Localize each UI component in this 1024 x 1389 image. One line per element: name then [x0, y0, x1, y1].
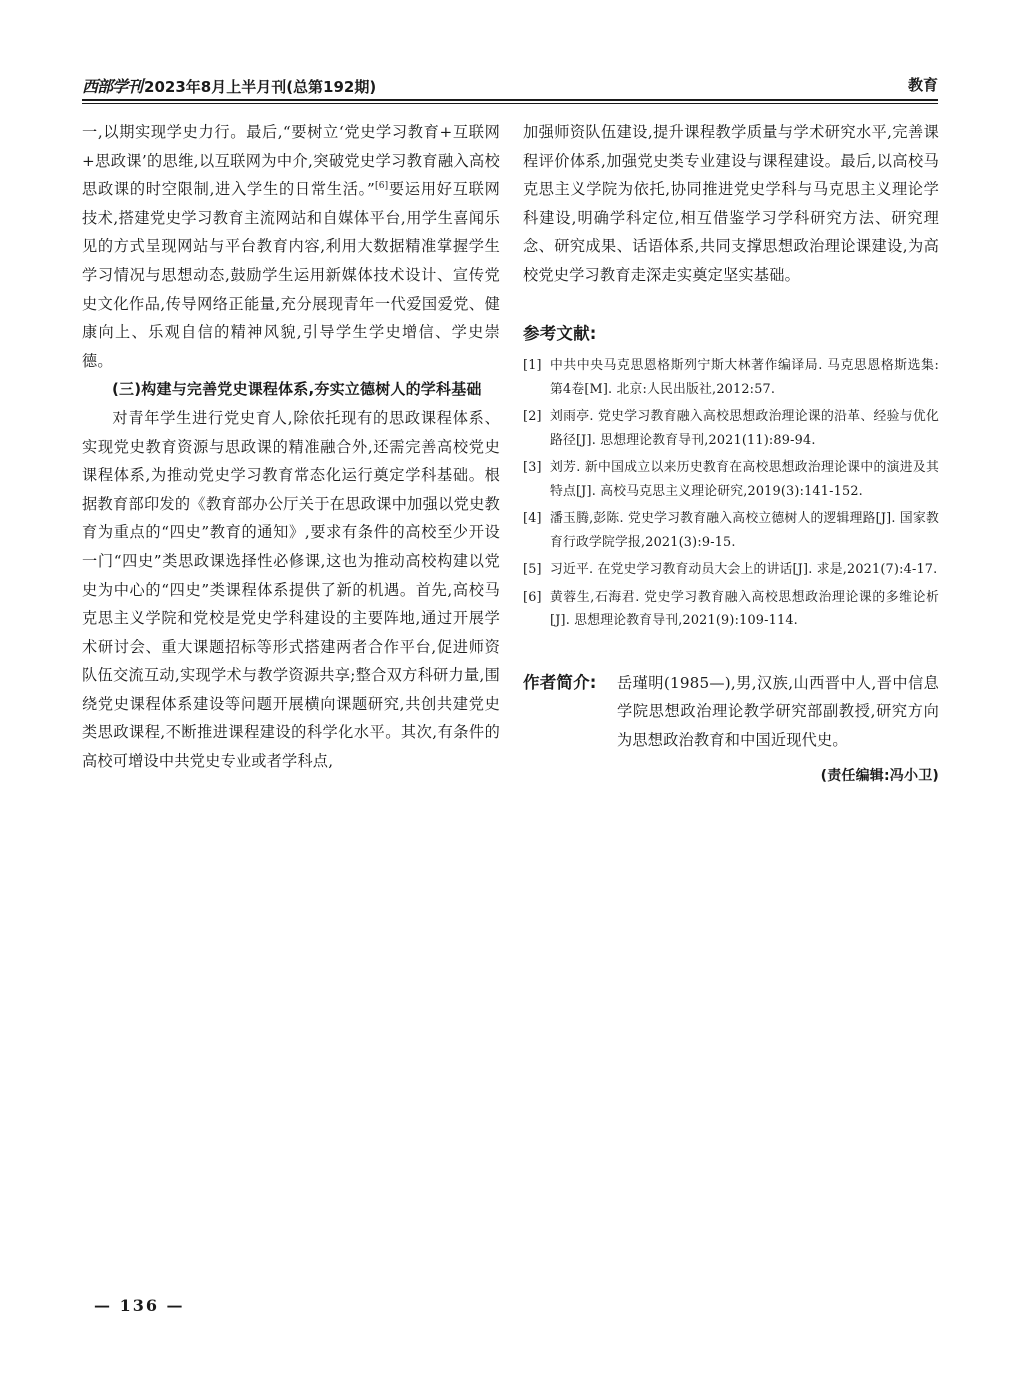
- section-subheading: (三)构建与完善党史课程体系,夯实立德树人的学科基础: [112, 380, 482, 399]
- reference-item: [523, 586, 939, 633]
- page-number: — 136 —: [94, 1296, 185, 1315]
- references-title: 参考文献:: [523, 323, 597, 343]
- right-column: [523, 118, 939, 791]
- paragraph-text: 一,以期实现学史力行。最后,“要树立‘党史学习教育+互联网+思政课’的思维,以互联网为中介,突破党史学习教育融入高校思政课的时空限制,进入学生的日常生活。”: [82, 123, 500, 199]
- reference-item: [523, 558, 939, 582]
- reference-item: [523, 507, 939, 554]
- journal-logo: 西部学刊: [82, 77, 143, 96]
- page-header: [82, 72, 938, 100]
- author-label: 作者简介:: [523, 672, 597, 692]
- reference-item: [523, 405, 939, 452]
- reference-number: [1]: [523, 358, 542, 374]
- reference-text: 习近平. 在党史学习教育动员大会上的讲话[J]. 求是,2021(7):4-17.: [550, 562, 938, 578]
- reference-number: [4]: [523, 511, 542, 527]
- citation-marker: [6]: [375, 181, 389, 192]
- header-rule: [82, 99, 938, 104]
- responsible-editor: (责任编辑:冯小卫): [820, 768, 939, 785]
- paragraph: 对青年学生进行党史育人,除依托现有的思政课程体系、实现党史教育资源与思政课的精准融合外,还需完善高校党史课程体系,为推动党史学习教育常态化运行奠定学科基础。根据教育部印发的《教育部办公厅关于在思政课中加强以党史教育为重点的“四史”教育的通知》,要求有条件的高校至少开设一门“四史”类思政课选择性必修课,这也为推动高校构建以党史为中心的“四史”类课程体系提供了新的机遇。首先,高校马克思主义学院和党校是党史学科建设的主要阵地,通过开展学术研讨会、重大课题招标等形式搭建两者合作平台,促进师资队伍交流互动,实现学术与教学资源共享;整合双方科研力量,围绕党史课程体系建设等问题开展横向课题研究,共创共建党史类思政课程,不断推进课程建设的科学化水平。其次,有条件的高校可增设中共党史专业或者学科点,: [82, 408, 500, 771]
- reference-text: 中共中央马克思恩格斯列宁斯大林著作编译局. 马克思恩格斯选集:第4卷[M]. 北京:人民出版社,2012:57.: [550, 358, 939, 397]
- paragraph-text: 要运用好互联网技术,搭建党史学习教育主流网站和自媒体平台,用学生喜闻乐见的方式呈现网站与平台教育内容,利用大数据精准掌握学生学习情况与思想动态,鼓励学生运用新媒体技术设计、宣传党史文化作品,传导网络正能量,充分展现青年一代爱国爱党、健康向上、乐观自信的精神风貌,引导学生学史增信、学史崇德。: [82, 180, 500, 370]
- reference-number: [2]: [523, 409, 542, 425]
- paragraph: [82, 118, 500, 375]
- reference-item: [523, 354, 939, 401]
- reference-text: 潘玉腾,彭陈. 党史学习教育融入高校立德树人的逻辑理路[J]. 国家教育行政学院学报,2021(3):9-15.: [550, 511, 939, 550]
- section-name: 教育: [907, 76, 938, 94]
- reference-list: [523, 354, 939, 633]
- reference-item: [523, 456, 939, 503]
- author-text: 岳瑾明(1985—),男,汉族,山西晋中人,晋中信息学院思想政治理论教学研究部副教授,研究方向为思想政治教育和中国近现代史。: [617, 673, 939, 749]
- reference-text: 刘芳. 新中国成立以来历史教育在高校思想政治理论课中的演进及其特点[J]. 高校马克思主义理论研究,2019(3):141-152.: [550, 460, 939, 499]
- reference-text: 黄蓉生,石海君. 党史学习教育融入高校思想政治理论课的多维论析[J]. 思想理论教育导刊,2021(9):109-114.: [550, 589, 939, 629]
- reference-number: [6]: [523, 589, 542, 605]
- paragraph: 加强师资队伍建设,提升课程教学质量与学术研究水平,完善课程评价体系,加强党史类专业建设与课程建设。最后,以高校马克思主义学院为依托,协同推进党史学科与马克思主义理论学科建设,明确学科定位,相互借鉴学习学科研究方法、研究理念、研究成果、话语体系,共同支撑思想政治理论课建设,为高校党史学习教育走深走实奠定坚实基础。: [523, 123, 939, 284]
- reference-text: 刘雨亭. 党史学习教育融入高校思想政治理论课的沿革、经验与优化路径[J]. 思想理论教育导刊,2021(11):89-94.: [550, 409, 939, 448]
- left-column: [82, 118, 500, 776]
- issue-info: 2023年8月上半月刊(总第192期): [144, 78, 377, 96]
- reference-number: [3]: [523, 460, 542, 476]
- author-bio: [523, 669, 939, 755]
- reference-number: [5]: [523, 562, 542, 578]
- journal-issue: [82, 74, 376, 97]
